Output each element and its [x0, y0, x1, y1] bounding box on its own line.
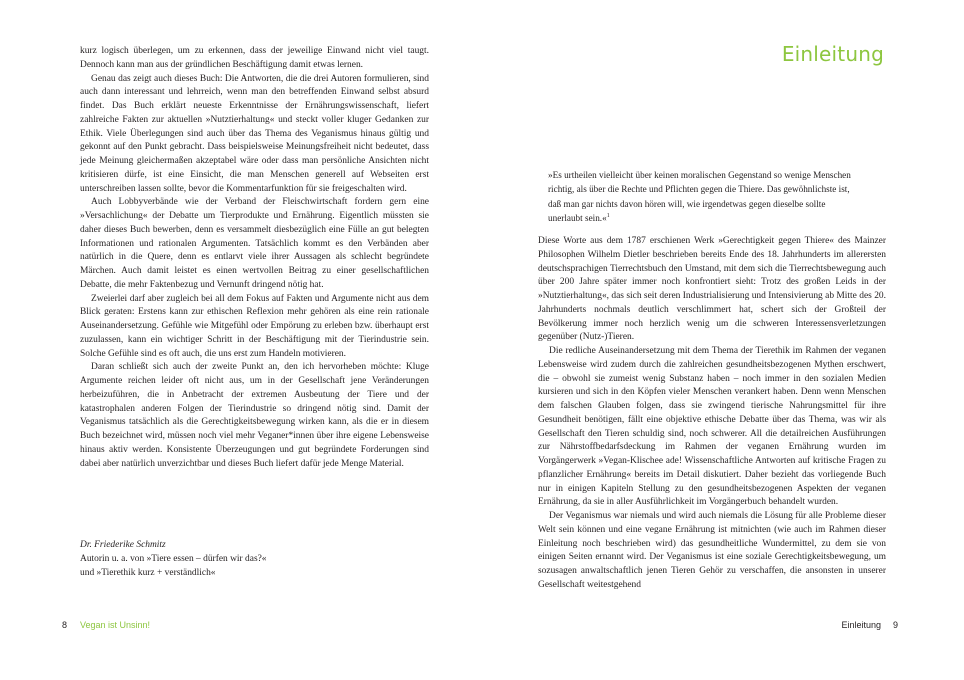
paragraph: Der Veganismus war niemals und wird auch niemals die Lösung für alle Probleme dieser Welt sein können und eine vegane Ernährung ist mitnichten (wie auch im Rahmen dieser Einleitung noch beschrieben wird) das gesundheitliche Wundermittel, zu dem sie von einigen Seiten ernannt wird. Der Veganismus ist eine soziale Gerechtigkeitsbewegung, um sozusagen anwaltschaftlich jenen Tieren Gehör zu verschaffen, die ansonsten in unserer Gesellschaft weitestgehend	[538, 511, 886, 590]
paragraph: Diese Worte aus dem 1787 erschienen Werk »Gerechtigkeit gegen Thiere« des Mainzer Philosophen Wilhelm Dietler beschrieben bereits Ende des 18. Jahrhunderts im allerersten deutschsprachigen Tierrechtsbuch den Umstand, mit dem sich die Tierrechtsbewegung auch über 200 Jahre später immer noch konfrontiert sieht: Trotz des großen Leids in der »Nutztierhaltung«, das sich seit deren Industrialisierung und Intensivierung ab Mitte des 20. Jahrhunderts nochmals deutlich verschlimmert hat, schert sich der Großteil der Bevölkerung immer noch herzlich wenig um die schweren Interessensverletzungen gegenüber (Nutz-)Tieren.	[538, 236, 886, 343]
page-number: 8	[62, 620, 68, 630]
paragraph: Daran schließt sich auch der zweite Punkt an, den ich hervorheben möchte: Kluge Argumente reichen leider oft nicht aus, um in der Gesellschaft jene Veränderungen herbeizuführen, die in Anbetracht der extremen Ausbeutung der Tiere und der katastrophalen anderen Folgen der Tierindustrie so dringend nötig sind. Damit der Veganismus tatsächlich als die Gerechtigkeitsbewegung wirken kann, als die er in diesem Buch bezeichnet wird, müssen noch viel mehr Veganer*innen über ihre eigene Lebensweise hinaus aktiv werden. Konsistente Überzeugungen und gut begründete Forderungen sind dabei aber natürlich unverzichtbar und dieses Buch liefert dafür jede Menge Material.	[80, 362, 429, 469]
left-body-text	[80, 45, 429, 471]
opening-quote	[548, 168, 853, 226]
paragraph: Genau das zeigt auch dieses Buch: Die Antworten, die die drei Autoren formulieren, sind auch dann interessant und lehrreich, wenn man den betreffenden Einwand selbst absurd findet. Das Buch erklärt neueste Erkenntnisse der Ernährungswissenschaft, liefert zahlreiche Fakten zur aktuellen »Nutztierhaltung« und steckt voller kluger Gedanken zur Ethik. Viele Überlegungen sind auch über das Thema des Veganismus hinaus gültig und gekonnt auf den Punkt gebracht. Dass beispielsweise Meinungsfreiheit nicht bedeutet, dass jede Meinung gleichermaßen akzeptabel wäre oder dass man persönliche Ansichten nicht kritisieren dürfe, ist eine Einsicht, die man Menschen generell auf Webseiten erst unterschreiben lassen sollte, bevor die Kommentarfunktion für sie freigeschalten wird.	[80, 73, 429, 194]
running-title: Vegan ist Unsinn!	[80, 620, 151, 630]
right-body-text	[538, 235, 886, 593]
author-works-line: und »Tierethik kurz + verständlich«	[80, 568, 216, 578]
left-footer	[62, 620, 150, 630]
right-footer	[841, 620, 898, 630]
running-title: Einleitung	[841, 620, 881, 630]
author-works-line: Autorin u. a. von »Tiere essen – dürfen wir das?«	[80, 554, 267, 564]
footnote-marker: 1	[606, 213, 610, 220]
quote-text: »Es urtheilen vielleicht über keinen moralischen Gegenstand so wenige Menschen richtig, als über die Rechte und Pflichten gegen die Thiere. Das gewöhnlichste ist, daß man gar nichts davon hören will, wie irgendetwas gegen dieselbe sollte unerlaubt sein.«	[548, 170, 851, 224]
paragraph: Die redliche Auseinandersetzung mit dem Thema der Tierethik im Rahmen der veganen Lebensweise wird zudem durch die zahlreichen gesundheitsbezogenen Mythen erschwert, die – obwohl sie zumeist wenig Substanz haben – noch immer in den sozialen Medien kursieren und sich in den Köpfen vieler Menschen verankert haben. Denn wenn Menschen dem falschen Glauben folgen, dass sie zwingend tierische Nahrungsmittel für ihre Gesundheit benötigen, fällt eine objektive ethische Debatte über das Thema, was wir als Gesellschaft den Tieren schuldig sind, noch schwerer. All die detailreichen Ausführungen zur Nährstoffbedarfsdeckung im Rahmen der veganen Ernährung wurden im Vorgängerwerk »Vegan-Klischee ade! Wissenschaftliche Antworten auf kritische Fragen zu pflanzlicher Ernährung« bereits im Detail diskutiert. Daher bezieht das vorliegende Buch nur in einigen Kapiteln Stellung zu den gesundheitsbezogenen Aspekten der veganen Ernährung, da sie in aller Ausführlichkeit im Vorgängerbuch behandelt wurden.	[538, 346, 886, 508]
paragraph: Auch Lobbyverbände wie der Verband der Fleischwirtschaft fordern gern eine »Versachlichung« der Debatte um Tierprodukte und Ernährung. Eigentlich müssten sie daher dieses Buch bewerben, denn es versammelt diesbezüglich eine Fülle an gut belegten Informationen und rationalen Argumenten. Tatsächlich kommt es den Verbänden aber natürlich in die Quere, denn es entlarvt viele ihrer Aussagen als schlecht begründete Märchen. Auch damit leistet es einen wertvollen Beitrag zu einer gesellschaftlichen Debatte, die mehr Faktenbezug und Vernunft dringend nötig hat.	[80, 197, 429, 290]
page-number: 9	[892, 620, 898, 630]
author-name: Dr. Friederike Schmitz	[80, 540, 166, 550]
paragraph: Zweierlei darf aber zugleich bei all dem Fokus auf Fakten und Argumente nicht aus dem Blick geraten: Erstens kann zur ethischen Reflexion mehr gehören als eine rein rationale Auseinandersetzung. Gefühle wie Mitgefühl oder Empörung zu erleben bzw. überhaupt erst zuzulassen, kann ein wichtiger Schritt in der Beschäftigung mit der Tierindustrie sein. Solche Gefühle sind es oft auch, die uns erst zum Handeln motivieren.	[80, 293, 429, 359]
right-page	[482, 0, 964, 680]
foreword-signature	[80, 538, 429, 580]
paragraph: kurz logisch überlegen, um zu erkennen, dass der jeweilige Einwand nicht viel taugt. Dennoch kann man aus der gründlichen Beschäftigung damit etwas lernen.	[80, 46, 429, 70]
chapter-heading: Einleitung	[781, 42, 884, 66]
